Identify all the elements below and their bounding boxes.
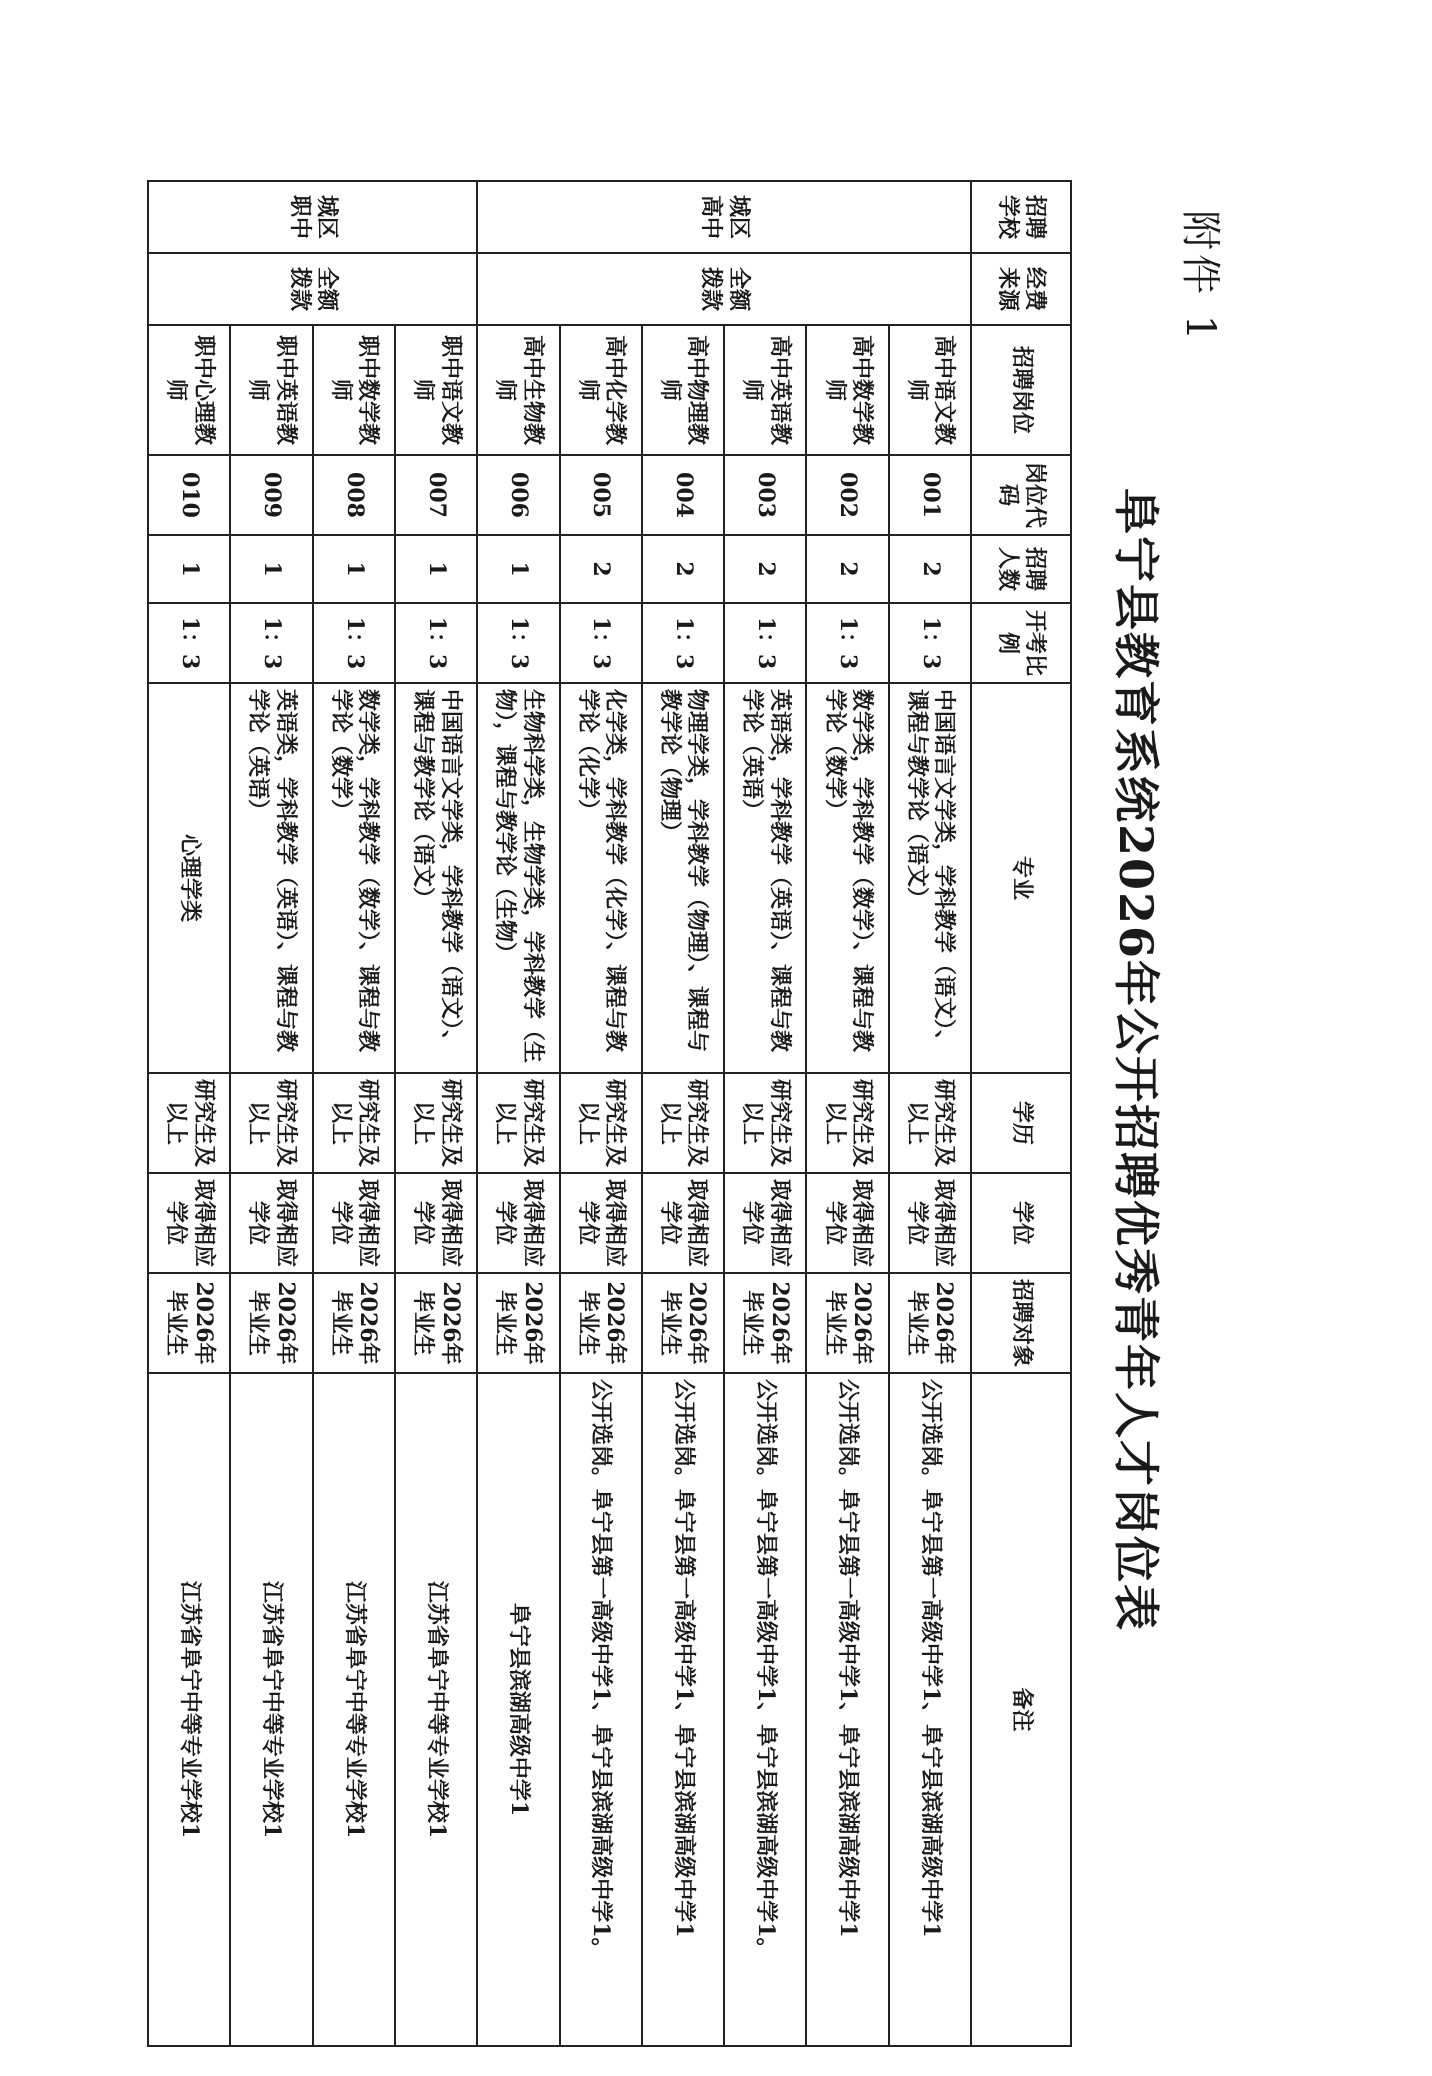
degree-cell: 取得相应学位 [477, 1173, 559, 1273]
ratio-cell: 1：3 [724, 603, 806, 683]
target-cell: 2026年毕业生 [724, 1273, 806, 1373]
positions-table [147, 180, 1072, 2047]
table-header-row [971, 181, 1071, 2046]
remark-cell: 江苏省阜宁中等专业学校1 [313, 1373, 395, 2046]
code-cell: 001 [889, 455, 971, 535]
target-cell: 2026年毕业生 [889, 1273, 971, 1373]
degree-cell: 取得相应学位 [148, 1173, 230, 1273]
education-cell: 研究生及以上 [724, 1073, 806, 1173]
header-code: 岗位代码 [971, 455, 1071, 535]
header-school: 招聘学校 [971, 181, 1071, 253]
count-cell: 1 [395, 535, 477, 603]
education-cell: 研究生及以上 [148, 1073, 230, 1173]
target-cell: 2026年毕业生 [148, 1273, 230, 1373]
header-count: 招聘人数 [971, 535, 1071, 603]
code-cell: 002 [806, 455, 888, 535]
code-cell: 010 [148, 455, 230, 535]
count-cell: 1 [148, 535, 230, 603]
position-cell: 高中数学教师 [806, 325, 888, 455]
degree-cell: 取得相应学位 [230, 1173, 312, 1273]
table-row [642, 181, 724, 2046]
table-row [313, 181, 395, 2046]
degree-cell: 取得相应学位 [560, 1173, 642, 1273]
remark-cell: 阜宁县滨湖高级中学1 [477, 1373, 559, 2046]
count-cell: 2 [560, 535, 642, 603]
table-row [395, 181, 477, 2046]
major-cell: 数学类，学科教学（数学）、课程与教学论（数学） [313, 683, 395, 1073]
table-row [724, 181, 806, 2046]
table-row [889, 181, 971, 2046]
remark-cell: 公开选岗。阜宁县第一高级中学1、阜宁县滨湖高级中学1 [806, 1373, 888, 2046]
remark-cell: 江苏省阜宁中等专业学校1 [395, 1373, 477, 2046]
header-major: 专业 [971, 683, 1071, 1073]
education-cell: 研究生及以上 [642, 1073, 724, 1173]
remark-cell: 江苏省阜宁中等专业学校1 [230, 1373, 312, 2046]
education-cell: 研究生及以上 [395, 1073, 477, 1173]
degree-cell: 取得相应学位 [806, 1173, 888, 1273]
table-row [230, 181, 312, 2046]
position-cell: 高中化学教师 [560, 325, 642, 455]
remark-cell: 公开选岗。阜宁县第一高级中学1、阜宁县滨湖高级中学1 [642, 1373, 724, 2046]
major-cell: 化学类，学科教学（化学）、课程与教学论（化学） [560, 683, 642, 1073]
ratio-cell: 1：3 [642, 603, 724, 683]
position-cell: 高中生物教师 [477, 325, 559, 455]
ratio-cell: 1：3 [560, 603, 642, 683]
header-remark: 备注 [971, 1373, 1071, 2046]
annex-label: 附件 1 [1177, 210, 1223, 345]
target-cell: 2026年毕业生 [395, 1273, 477, 1373]
major-cell: 物理学类，学科教学（物理）、课程与教学论（物理） [642, 683, 724, 1073]
degree-cell: 取得相应学位 [642, 1173, 724, 1273]
code-cell: 009 [230, 455, 312, 535]
target-cell: 2026年毕业生 [560, 1273, 642, 1373]
ratio-cell: 1：3 [230, 603, 312, 683]
education-cell: 研究生及以上 [889, 1073, 971, 1173]
page-title: 阜宁县教育系统2026年公开招聘优秀青年人才岗位表 [1109, 487, 1163, 1633]
ratio-cell: 1：3 [148, 603, 230, 683]
education-cell: 研究生及以上 [313, 1073, 395, 1173]
funding-cell: 全额拨款 [477, 253, 971, 325]
position-cell: 高中语文教师 [889, 325, 971, 455]
ratio-cell: 1：3 [477, 603, 559, 683]
count-cell: 2 [724, 535, 806, 603]
degree-cell: 取得相应学位 [724, 1173, 806, 1273]
degree-cell: 取得相应学位 [395, 1173, 477, 1273]
education-cell: 研究生及以上 [230, 1073, 312, 1173]
ratio-cell: 1：3 [395, 603, 477, 683]
position-cell: 职中心理教师 [148, 325, 230, 455]
position-cell: 职中语文教师 [395, 325, 477, 455]
major-cell: 心理学类 [148, 683, 230, 1073]
count-cell: 1 [313, 535, 395, 603]
school-cell: 城区职中 [148, 181, 477, 253]
major-cell: 中国语言文学类，学科教学（语文）、课程与教学论（语文） [889, 683, 971, 1073]
ratio-cell: 1：3 [313, 603, 395, 683]
header-education: 学历 [971, 1073, 1071, 1173]
education-cell: 研究生及以上 [477, 1073, 559, 1173]
count-cell: 2 [806, 535, 888, 603]
code-cell: 004 [642, 455, 724, 535]
major-cell: 英语类，学科教学（英语）、课程与教学论（英语） [230, 683, 312, 1073]
remark-cell: 江苏省阜宁中等专业学校1 [148, 1373, 230, 2046]
target-cell: 2026年毕业生 [477, 1273, 559, 1373]
position-cell: 高中物理教师 [642, 325, 724, 455]
target-cell: 2026年毕业生 [313, 1273, 395, 1373]
major-cell: 中国语言文学类，学科教学（语文）、课程与教学论（语文） [395, 683, 477, 1073]
position-cell: 职中英语教师 [230, 325, 312, 455]
ratio-cell: 1：3 [806, 603, 888, 683]
table-row [560, 181, 642, 2046]
document-page [132, 110, 1232, 2010]
degree-cell: 取得相应学位 [889, 1173, 971, 1273]
header-ratio: 开考比例 [971, 603, 1071, 683]
count-cell: 2 [642, 535, 724, 603]
remark-cell: 公开选岗。阜宁县第一高级中学1、阜宁县滨湖高级中学1。 [560, 1373, 642, 2046]
code-cell: 006 [477, 455, 559, 535]
header-funding: 经费来源 [971, 253, 1071, 325]
major-cell: 英语类，学科教学（英语）、课程与教学论（英语） [724, 683, 806, 1073]
major-cell: 生物科学类，生物学类，学科教学（生物），课程与教学论（生物） [477, 683, 559, 1073]
code-cell: 007 [395, 455, 477, 535]
count-cell: 2 [889, 535, 971, 603]
code-cell: 003 [724, 455, 806, 535]
school-cell: 城区高中 [477, 181, 971, 253]
degree-cell: 取得相应学位 [313, 1173, 395, 1273]
target-cell: 2026年毕业生 [642, 1273, 724, 1373]
position-cell: 高中英语教师 [724, 325, 806, 455]
table-row [806, 181, 888, 2046]
header-degree: 学位 [971, 1173, 1071, 1273]
header-position: 招聘岗位 [971, 325, 1071, 455]
count-cell: 1 [230, 535, 312, 603]
position-cell: 职中数学教师 [313, 325, 395, 455]
table-row [148, 181, 230, 2046]
education-cell: 研究生及以上 [560, 1073, 642, 1173]
remark-cell: 公开选岗。阜宁县第一高级中学1、阜宁县滨湖高级中学1 [889, 1373, 971, 2046]
funding-cell: 全额拨款 [148, 253, 477, 325]
major-cell: 数学类，学科教学（数学）、课程与教学论（数学） [806, 683, 888, 1073]
remark-cell: 公开选岗。阜宁县第一高级中学1、阜宁县滨湖高级中学1。 [724, 1373, 806, 2046]
code-cell: 008 [313, 455, 395, 535]
count-cell: 1 [477, 535, 559, 603]
education-cell: 研究生及以上 [806, 1073, 888, 1173]
target-cell: 2026年毕业生 [230, 1273, 312, 1373]
code-cell: 005 [560, 455, 642, 535]
ratio-cell: 1：3 [889, 603, 971, 683]
target-cell: 2026年毕业生 [806, 1273, 888, 1373]
table-row [477, 181, 559, 2046]
header-target: 招聘对象 [971, 1273, 1071, 1373]
